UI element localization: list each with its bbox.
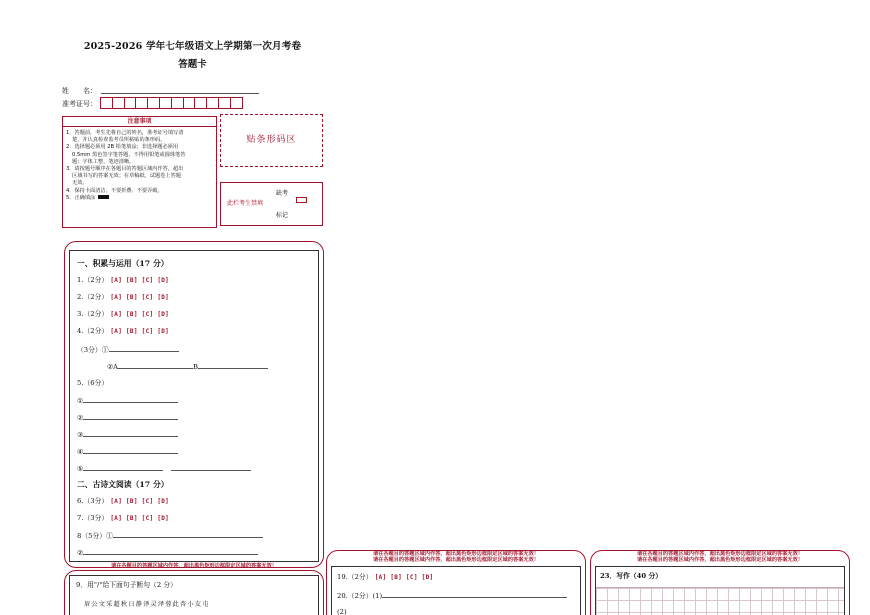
absent-top-label: 缺考 bbox=[276, 190, 289, 197]
question-3 bbox=[77, 310, 169, 319]
absent-side-label: 此栏考生禁填 bbox=[227, 200, 264, 207]
instructions-box bbox=[62, 116, 217, 228]
question-label: ⑤ bbox=[77, 465, 84, 473]
answer-line[interactable] bbox=[171, 464, 251, 471]
choice-bubbles[interactable]: [A] [B] [C] [D] bbox=[110, 277, 170, 284]
question-label: ②A bbox=[107, 363, 119, 371]
instruction-line: 题；字体工整、笔迹清晰。 bbox=[72, 158, 135, 165]
question-1 bbox=[77, 276, 169, 285]
question-label: 4.（2分） bbox=[77, 327, 109, 335]
answer-line[interactable] bbox=[83, 396, 178, 403]
question-5-2 bbox=[77, 413, 178, 423]
question-label: 7.（3分） bbox=[77, 514, 109, 522]
question-2 bbox=[77, 293, 169, 302]
question-9: 9．用"/"给下面句子断句（2 分） bbox=[76, 581, 177, 589]
barcode-area: 贴条形码区 bbox=[220, 114, 323, 167]
correct-fill-label: 5．正确填涂 bbox=[66, 194, 96, 201]
answer-line[interactable] bbox=[198, 362, 268, 369]
boundary-warning: 请在各题目的答题区域内作答，超出黑色矩形边框限定区域的答案无效！ bbox=[110, 563, 277, 569]
choice-bubbles[interactable]: [A] [B] [C] [D] bbox=[110, 498, 170, 505]
instruction-line: 0.5mm 黑色签字笔答题，不得用铅笔或圆珠笔答 bbox=[72, 151, 186, 158]
question-20 bbox=[337, 591, 567, 601]
absent-checkbox[interactable] bbox=[296, 197, 307, 203]
question-label: 8（5分）① bbox=[77, 532, 113, 540]
answer-line[interactable] bbox=[382, 591, 567, 598]
answer-line[interactable] bbox=[109, 345, 179, 352]
question-5-1 bbox=[77, 396, 178, 406]
question-label: ① bbox=[77, 397, 84, 405]
answer-line[interactable] bbox=[83, 430, 178, 437]
question-5-3 bbox=[77, 430, 178, 440]
choice-bubbles[interactable]: [A] [B] [C] [D] bbox=[110, 311, 170, 318]
instruction-line: 2．选择题必须用 2B 铅笔填涂；非选择题必须用 bbox=[66, 144, 179, 151]
instructions-heading: 注意事项 bbox=[63, 117, 216, 127]
answer-region-1b bbox=[69, 575, 319, 615]
choice-bubbles[interactable]: [A] [B] [C] [D] bbox=[110, 328, 170, 335]
choice-bubbles[interactable]: [A] [B] [C] [D] bbox=[374, 574, 434, 581]
question-label: ② bbox=[77, 549, 84, 557]
instruction-line: 楚，并认真检查监考员所粘贴的条形码。 bbox=[72, 137, 166, 144]
question-label: B bbox=[193, 363, 199, 371]
name-label: 姓 名： bbox=[62, 87, 97, 95]
id-label: 准考证号： bbox=[62, 100, 97, 108]
answer-line[interactable] bbox=[83, 413, 178, 420]
composition-grid[interactable] bbox=[596, 587, 844, 615]
answer-region-3 bbox=[595, 566, 845, 615]
question-label: （3分）① bbox=[77, 346, 109, 354]
exam-title: 2025-2026 学年七年级语文上学期第一次月考卷 bbox=[83, 41, 302, 52]
question-8-2 bbox=[77, 548, 258, 558]
question-label: ④ bbox=[77, 448, 84, 456]
id-number-grid[interactable] bbox=[100, 97, 242, 109]
question-label: 6.（3分） bbox=[77, 497, 109, 505]
question-7 bbox=[77, 514, 169, 523]
answer-line[interactable] bbox=[83, 464, 163, 471]
answer-line[interactable] bbox=[83, 548, 258, 555]
question-5-4 bbox=[77, 447, 178, 457]
choice-bubbles[interactable]: [A] [B] [C] [D] bbox=[110, 294, 170, 301]
question-sub-2 bbox=[107, 362, 268, 372]
section-title: 一、积累与运用（17 分） bbox=[77, 259, 169, 268]
instruction-line: 区域书写的答案无效；在草稿纸、试题卷上答题 bbox=[72, 173, 181, 180]
question-23: 23．写作（40 分） bbox=[600, 572, 663, 580]
question-6 bbox=[77, 497, 169, 506]
answer-line[interactable] bbox=[118, 362, 193, 369]
answer-line[interactable] bbox=[83, 447, 178, 454]
choice-bubbles[interactable]: [A] [B] [C] [D] bbox=[110, 515, 170, 522]
instruction-line: 无效。 bbox=[72, 180, 88, 187]
question-sub bbox=[77, 345, 179, 355]
boundary-warning: 请在各题目的答题区域内作答，超出黑色矩形边框限定区域的答案无效！ bbox=[636, 551, 803, 557]
question-label: ③ bbox=[77, 431, 84, 439]
question-label: 2.（2分） bbox=[77, 293, 109, 301]
filled-bubble-sample bbox=[98, 195, 109, 199]
question-20-2: (2) bbox=[337, 608, 347, 615]
section-title: 二、古诗文阅读（17 分） bbox=[77, 480, 169, 489]
question-9-text: 眉公文采超秋日静泽灵泽蓉此杏小友屯 bbox=[84, 601, 210, 608]
boundary-warning: 请在各题目的答题区域内作答，超出黑色矩形边框限定区域的答案无效！ bbox=[636, 557, 803, 563]
instruction-line: 4．保持卡面清洁，不要折叠、不要弄破。 bbox=[66, 187, 163, 194]
question-label: 20.（2分）(1) bbox=[337, 592, 383, 600]
correct-fill-row bbox=[63, 195, 216, 202]
answer-region-1 bbox=[69, 250, 319, 562]
id-digit-box[interactable] bbox=[230, 97, 243, 109]
instruction-line: 3．请按题号顺序在各题目的答题区域内作答，超出 bbox=[66, 166, 184, 173]
question-5: 5.（6分） bbox=[77, 379, 109, 387]
question-8 bbox=[77, 531, 263, 541]
question-label: 19.（2分） bbox=[337, 573, 373, 581]
question-label: 1.（2分） bbox=[77, 276, 109, 284]
answer-line[interactable] bbox=[113, 531, 263, 538]
name-field[interactable] bbox=[101, 86, 259, 94]
question-4 bbox=[77, 327, 169, 336]
answer-sheet-title: 答题卡 bbox=[178, 59, 207, 70]
question-5-5 bbox=[77, 464, 251, 474]
absent-bottom-label: 标记 bbox=[276, 212, 289, 219]
boundary-warning: 请在各题目的答题区域内作答，超出黑色矩形边框限定区域的答案无效！ bbox=[372, 557, 539, 563]
question-19 bbox=[337, 573, 433, 582]
absent-mark-box bbox=[220, 182, 323, 226]
instruction-line: 1．答题前，考生先将自己的姓名，准考证号填写清 bbox=[66, 130, 184, 136]
question-label: ② bbox=[77, 414, 84, 422]
answer-region-2 bbox=[331, 566, 581, 615]
boundary-warning: 请在各题目的答题区域内作答，超出黑色矩形边框限定区域的答案无效！ bbox=[372, 551, 539, 557]
question-label: 3.（2分） bbox=[77, 310, 109, 318]
